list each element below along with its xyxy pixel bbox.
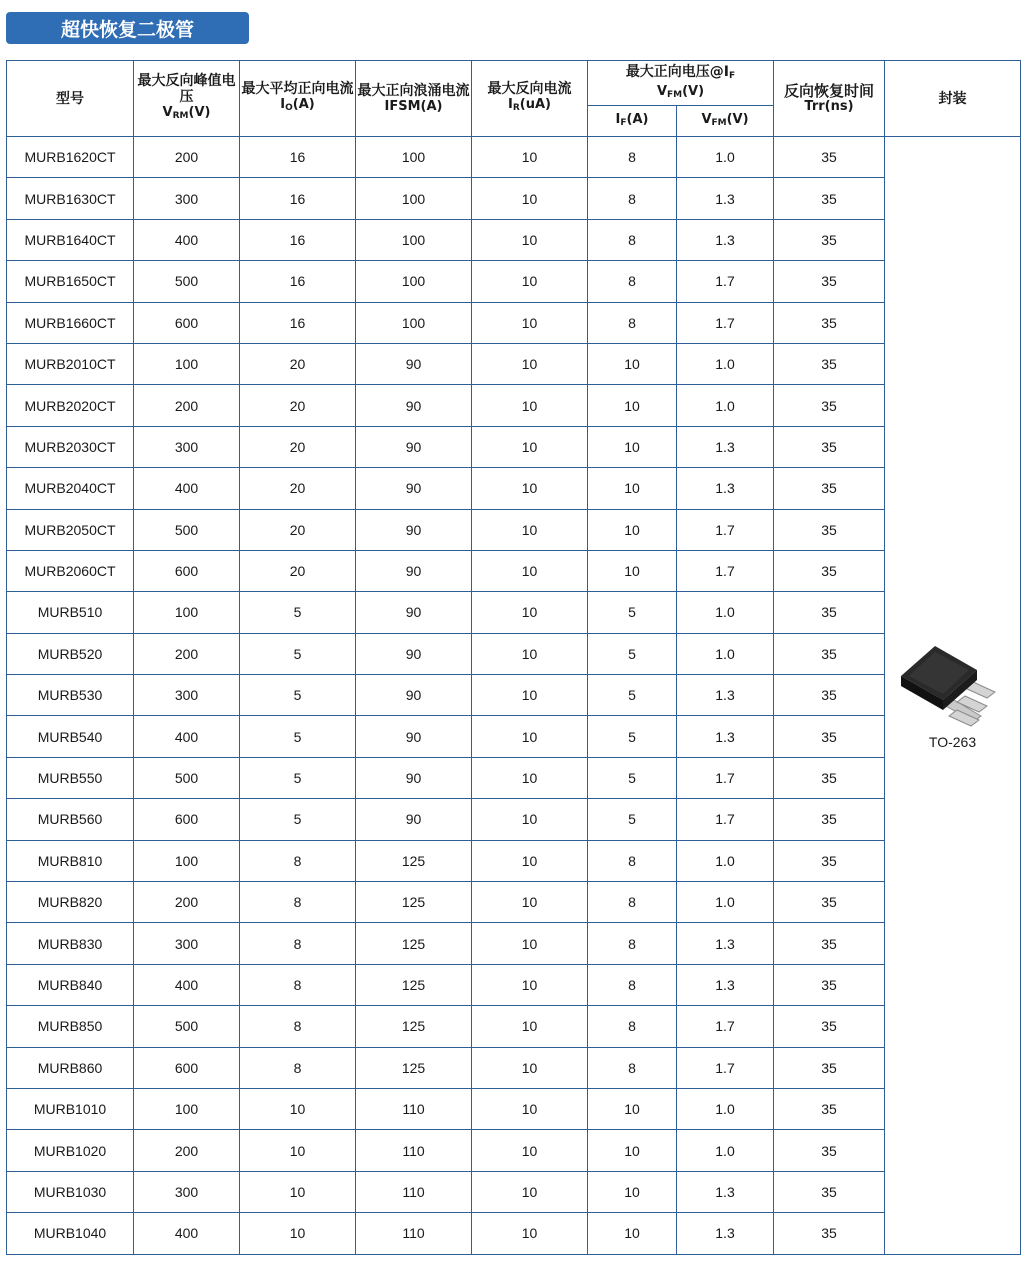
cell-vrm: 600 xyxy=(134,302,240,343)
cell-model: MURB2020CT xyxy=(7,385,134,426)
cell-ir: 10 xyxy=(472,468,588,509)
cell-if: 10 xyxy=(588,1171,677,1212)
cell-if: 10 xyxy=(588,385,677,426)
cell-ifsm: 90 xyxy=(356,385,472,426)
cell-model: MURB840 xyxy=(7,964,134,1005)
table-row xyxy=(7,550,1021,591)
cell-if: 5 xyxy=(588,592,677,633)
header-trr-unit: Trr(ns) xyxy=(804,98,854,114)
cell-model: MURB1020 xyxy=(7,1130,134,1171)
cell-vrm: 500 xyxy=(134,757,240,798)
table-row xyxy=(7,426,1021,467)
cell-if: 8 xyxy=(588,219,677,260)
cell-ir: 10 xyxy=(472,1006,588,1047)
cell-if: 8 xyxy=(588,923,677,964)
cell-ifsm: 100 xyxy=(356,219,472,260)
cell-model: MURB2030CT xyxy=(7,426,134,467)
cell-model: MURB1010 xyxy=(7,1088,134,1129)
cell-io: 5 xyxy=(240,757,356,798)
cell-ir: 10 xyxy=(472,633,588,674)
cell-ir: 10 xyxy=(472,426,588,467)
cell-io: 8 xyxy=(240,1047,356,1088)
cell-io: 20 xyxy=(240,343,356,384)
cell-ifsm: 90 xyxy=(356,716,472,757)
cell-vfm: 1.7 xyxy=(677,1006,774,1047)
cell-trr: 35 xyxy=(774,964,885,1005)
table-row xyxy=(7,716,1021,757)
table-row xyxy=(7,1006,1021,1047)
cell-if: 5 xyxy=(588,799,677,840)
cell-trr: 35 xyxy=(774,137,885,178)
cell-ifsm: 125 xyxy=(356,1006,472,1047)
header-vf-unit: $V_{FM}(V)$ xyxy=(656,83,705,100)
cell-vfm: 1.7 xyxy=(677,799,774,840)
cell-model: MURB520 xyxy=(7,633,134,674)
cell-io: 16 xyxy=(240,261,356,302)
cell-vfm: 1.7 xyxy=(677,509,774,550)
cell-ir: 10 xyxy=(472,385,588,426)
header-io-label: 最大平均正向电流 xyxy=(241,81,354,97)
cell-trr: 35 xyxy=(774,1171,885,1212)
table-row xyxy=(7,1088,1021,1129)
cell-trr: 35 xyxy=(774,675,885,716)
cell-io: 20 xyxy=(240,385,356,426)
cell-vfm: 1.3 xyxy=(677,964,774,1005)
cell-if: 8 xyxy=(588,178,677,219)
cell-vrm: 400 xyxy=(134,1213,240,1254)
table-row xyxy=(7,1213,1021,1254)
header-vfm-col: $V_{FM}(V)$ xyxy=(677,106,774,137)
cell-io: 10 xyxy=(240,1130,356,1171)
cell-io: 20 xyxy=(240,468,356,509)
header-io-unit: $I_O(A)$ xyxy=(280,97,315,113)
cell-model: MURB550 xyxy=(7,757,134,798)
cell-ir: 10 xyxy=(472,509,588,550)
cell-io: 20 xyxy=(240,426,356,467)
cell-vrm: 600 xyxy=(134,799,240,840)
cell-vrm: 200 xyxy=(134,385,240,426)
table-row xyxy=(7,302,1021,343)
table-row xyxy=(7,137,1021,178)
cell-vrm: 200 xyxy=(134,882,240,923)
header-vrm-unit: $V_{RM}(V)$ xyxy=(162,105,211,121)
cell-vfm: 1.0 xyxy=(677,137,774,178)
cell-ifsm: 110 xyxy=(356,1171,472,1212)
to263-package-icon xyxy=(895,640,1011,732)
header-model: 型号 xyxy=(7,61,134,137)
cell-ir: 10 xyxy=(472,219,588,260)
table-row xyxy=(7,468,1021,509)
cell-ir: 10 xyxy=(472,799,588,840)
cell-model: MURB2060CT xyxy=(7,550,134,591)
cell-ifsm: 125 xyxy=(356,840,472,881)
cell-trr: 35 xyxy=(774,1006,885,1047)
cell-ifsm: 90 xyxy=(356,675,472,716)
cell-io: 8 xyxy=(240,964,356,1005)
cell-trr: 35 xyxy=(774,550,885,591)
cell-model: MURB560 xyxy=(7,799,134,840)
page-title: 超快恢复二极管 xyxy=(6,12,249,44)
cell-ifsm: 100 xyxy=(356,178,472,219)
cell-vrm: 400 xyxy=(134,468,240,509)
cell-ir: 10 xyxy=(472,1088,588,1129)
cell-ir: 10 xyxy=(472,1213,588,1254)
cell-trr: 35 xyxy=(774,1130,885,1171)
cell-io: 16 xyxy=(240,178,356,219)
cell-trr: 35 xyxy=(774,840,885,881)
cell-ir: 10 xyxy=(472,1171,588,1212)
header-trr xyxy=(774,61,885,137)
cell-ifsm: 110 xyxy=(356,1088,472,1129)
cell-model: MURB2010CT xyxy=(7,343,134,384)
cell-io: 10 xyxy=(240,1213,356,1254)
cell-ir: 10 xyxy=(472,882,588,923)
cell-io: 16 xyxy=(240,302,356,343)
cell-model: MURB820 xyxy=(7,882,134,923)
table-row xyxy=(7,509,1021,550)
cell-model: MURB1040 xyxy=(7,1213,134,1254)
cell-model: MURB540 xyxy=(7,716,134,757)
cell-if: 10 xyxy=(588,1088,677,1129)
cell-ifsm: 90 xyxy=(356,757,472,798)
cell-io: 8 xyxy=(240,923,356,964)
table-row xyxy=(7,1171,1021,1212)
header-package: 封装 xyxy=(885,61,1021,137)
cell-vrm: 100 xyxy=(134,1088,240,1129)
header-vrm-label: 最大反向峰值电压 xyxy=(137,73,236,105)
cell-trr: 35 xyxy=(774,882,885,923)
cell-ifsm: 125 xyxy=(356,882,472,923)
cell-vfm: 1.3 xyxy=(677,178,774,219)
cell-io: 8 xyxy=(240,1006,356,1047)
cell-vfm: 1.0 xyxy=(677,633,774,674)
cell-ir: 10 xyxy=(472,343,588,384)
cell-if: 5 xyxy=(588,675,677,716)
cell-trr: 35 xyxy=(774,716,885,757)
cell-trr: 35 xyxy=(774,592,885,633)
table-row xyxy=(7,923,1021,964)
cell-if: 10 xyxy=(588,550,677,591)
cell-if: 10 xyxy=(588,1213,677,1254)
table-row xyxy=(7,757,1021,798)
cell-vfm: 1.3 xyxy=(677,219,774,260)
cell-ifsm: 110 xyxy=(356,1213,472,1254)
cell-vrm: 600 xyxy=(134,1047,240,1088)
cell-trr: 35 xyxy=(774,799,885,840)
cell-model: MURB1640CT xyxy=(7,219,134,260)
cell-trr: 35 xyxy=(774,219,885,260)
cell-model: MURB530 xyxy=(7,675,134,716)
table-row xyxy=(7,261,1021,302)
cell-io: 5 xyxy=(240,633,356,674)
cell-model: MURB1660CT xyxy=(7,302,134,343)
cell-io: 20 xyxy=(240,550,356,591)
cell-vrm: 100 xyxy=(134,592,240,633)
table-row xyxy=(7,385,1021,426)
cell-io: 5 xyxy=(240,675,356,716)
cell-io: 10 xyxy=(240,1088,356,1129)
cell-ir: 10 xyxy=(472,261,588,302)
cell-trr: 35 xyxy=(774,426,885,467)
header-ir-label: 最大反向电流 xyxy=(487,81,572,97)
cell-if: 8 xyxy=(588,1006,677,1047)
cell-trr: 35 xyxy=(774,757,885,798)
cell-ifsm: 100 xyxy=(356,137,472,178)
package-label: TO-263 xyxy=(928,734,977,751)
cell-ir: 10 xyxy=(472,137,588,178)
table-row xyxy=(7,882,1021,923)
cell-vfm: 1.7 xyxy=(677,302,774,343)
cell-vfm: 1.0 xyxy=(677,343,774,384)
cell-vfm: 1.0 xyxy=(677,1130,774,1171)
cell-model: MURB1620CT xyxy=(7,137,134,178)
table-row xyxy=(7,592,1021,633)
cell-vrm: 200 xyxy=(134,137,240,178)
cell-model: MURB1650CT xyxy=(7,261,134,302)
cell-ir: 10 xyxy=(472,302,588,343)
cell-vfm: 1.0 xyxy=(677,1088,774,1129)
cell-ir: 10 xyxy=(472,923,588,964)
cell-ifsm: 90 xyxy=(356,509,472,550)
cell-vrm: 300 xyxy=(134,1171,240,1212)
cell-if: 10 xyxy=(588,1130,677,1171)
cell-trr: 35 xyxy=(774,923,885,964)
cell-if: 8 xyxy=(588,137,677,178)
cell-ir: 10 xyxy=(472,550,588,591)
header-vf xyxy=(588,61,774,106)
cell-ir: 10 xyxy=(472,716,588,757)
cell-ir: 10 xyxy=(472,675,588,716)
cell-if: 8 xyxy=(588,302,677,343)
cell-io: 5 xyxy=(240,592,356,633)
cell-trr: 35 xyxy=(774,343,885,384)
cell-trr: 35 xyxy=(774,261,885,302)
table-row xyxy=(7,633,1021,674)
cell-ifsm: 90 xyxy=(356,592,472,633)
cell-vrm: 400 xyxy=(134,964,240,1005)
header-io xyxy=(240,61,356,137)
cell-model: MURB860 xyxy=(7,1047,134,1088)
cell-io: 16 xyxy=(240,137,356,178)
table-row xyxy=(7,219,1021,260)
cell-io: 8 xyxy=(240,882,356,923)
cell-vfm: 1.3 xyxy=(677,716,774,757)
cell-io: 5 xyxy=(240,716,356,757)
cell-io: 20 xyxy=(240,509,356,550)
cell-model: MURB1630CT xyxy=(7,178,134,219)
header-ir-unit: $I_R(uA)$ xyxy=(508,97,551,113)
cell-vrm: 200 xyxy=(134,633,240,674)
cell-vfm: 1.0 xyxy=(677,882,774,923)
header-ifsm-label: 最大正向浪涌电流 xyxy=(357,82,470,99)
cell-vfm: 1.3 xyxy=(677,1171,774,1212)
cell-vrm: 500 xyxy=(134,509,240,550)
cell-vrm: 500 xyxy=(134,261,240,302)
cell-vrm: 400 xyxy=(134,716,240,757)
cell-model: MURB2040CT xyxy=(7,468,134,509)
cell-if: 10 xyxy=(588,509,677,550)
table-row xyxy=(7,675,1021,716)
header-if-col: $I_F(A)$ xyxy=(588,106,677,137)
cell-ifsm: 110 xyxy=(356,1130,472,1171)
cell-vrm: 100 xyxy=(134,343,240,384)
cell-trr: 35 xyxy=(774,1213,885,1254)
cell-if: 8 xyxy=(588,964,677,1005)
cell-vrm: 400 xyxy=(134,219,240,260)
cell-vrm: 300 xyxy=(134,178,240,219)
header-ir xyxy=(472,61,588,137)
cell-if: 5 xyxy=(588,757,677,798)
table-row xyxy=(7,343,1021,384)
cell-vfm: 1.0 xyxy=(677,840,774,881)
cell-trr: 35 xyxy=(774,385,885,426)
cell-vfm: 1.7 xyxy=(677,757,774,798)
cell-ifsm: 90 xyxy=(356,550,472,591)
cell-vrm: 100 xyxy=(134,840,240,881)
table-row xyxy=(7,840,1021,881)
package-cell xyxy=(885,137,1021,1255)
cell-ir: 10 xyxy=(472,1130,588,1171)
cell-model: MURB1030 xyxy=(7,1171,134,1212)
cell-vfm: 1.0 xyxy=(677,592,774,633)
diode-spec-table xyxy=(6,60,1021,1255)
cell-model: MURB2050CT xyxy=(7,509,134,550)
cell-trr: 35 xyxy=(774,509,885,550)
cell-if: 8 xyxy=(588,840,677,881)
cell-model: MURB810 xyxy=(7,840,134,881)
cell-io: 5 xyxy=(240,799,356,840)
cell-ifsm: 125 xyxy=(356,964,472,1005)
table-row xyxy=(7,1047,1021,1088)
cell-if: 8 xyxy=(588,1047,677,1088)
cell-vfm: 1.0 xyxy=(677,385,774,426)
header-ifsm xyxy=(356,61,472,137)
cell-ifsm: 90 xyxy=(356,426,472,467)
cell-vrm: 200 xyxy=(134,1130,240,1171)
cell-trr: 35 xyxy=(774,178,885,219)
cell-model: MURB850 xyxy=(7,1006,134,1047)
cell-ir: 10 xyxy=(472,592,588,633)
cell-if: 8 xyxy=(588,882,677,923)
cell-ir: 10 xyxy=(472,964,588,1005)
cell-io: 16 xyxy=(240,219,356,260)
cell-model: MURB830 xyxy=(7,923,134,964)
cell-io: 8 xyxy=(240,840,356,881)
cell-trr: 35 xyxy=(774,1088,885,1129)
cell-ifsm: 90 xyxy=(356,799,472,840)
cell-if: 10 xyxy=(588,468,677,509)
cell-vfm: 1.7 xyxy=(677,1047,774,1088)
header-vrm xyxy=(134,61,240,137)
cell-vfm: 1.3 xyxy=(677,468,774,509)
cell-ifsm: 90 xyxy=(356,343,472,384)
cell-if: 5 xyxy=(588,716,677,757)
cell-if: 8 xyxy=(588,261,677,302)
spec-table-body xyxy=(7,137,1021,1255)
cell-ifsm: 100 xyxy=(356,302,472,343)
cell-ifsm: 90 xyxy=(356,468,472,509)
cell-vrm: 300 xyxy=(134,923,240,964)
cell-ir: 10 xyxy=(472,1047,588,1088)
cell-ifsm: 125 xyxy=(356,923,472,964)
cell-vfm: 1.3 xyxy=(677,426,774,467)
cell-io: 10 xyxy=(240,1171,356,1212)
table-row xyxy=(7,964,1021,1005)
cell-model: MURB510 xyxy=(7,592,134,633)
cell-vrm: 500 xyxy=(134,1006,240,1047)
header-trr-label: 反向恢复时间 xyxy=(783,81,874,100)
cell-ir: 10 xyxy=(472,840,588,881)
cell-ifsm: 100 xyxy=(356,261,472,302)
header-vf-label: 最大正向电压$@I_F$ xyxy=(625,63,736,81)
table-row xyxy=(7,1130,1021,1171)
cell-if: 10 xyxy=(588,426,677,467)
cell-vfm: 1.3 xyxy=(677,675,774,716)
cell-if: 5 xyxy=(588,633,677,674)
table-row xyxy=(7,799,1021,840)
cell-trr: 35 xyxy=(774,1047,885,1088)
cell-ifsm: 125 xyxy=(356,1047,472,1088)
cell-trr: 35 xyxy=(774,633,885,674)
cell-vfm: 1.3 xyxy=(677,1213,774,1254)
cell-vfm: 1.7 xyxy=(677,550,774,591)
table-row xyxy=(7,178,1021,219)
cell-ir: 10 xyxy=(472,178,588,219)
cell-trr: 35 xyxy=(774,468,885,509)
cell-ir: 10 xyxy=(472,757,588,798)
cell-vfm: 1.7 xyxy=(677,261,774,302)
header-ifsm-unit: IFSM(A) xyxy=(384,98,443,114)
cell-trr: 35 xyxy=(774,302,885,343)
cell-if: 10 xyxy=(588,343,677,384)
cell-vrm: 300 xyxy=(134,675,240,716)
cell-vfm: 1.3 xyxy=(677,923,774,964)
cell-vrm: 600 xyxy=(134,550,240,591)
cell-vrm: 300 xyxy=(134,426,240,467)
cell-ifsm: 90 xyxy=(356,633,472,674)
